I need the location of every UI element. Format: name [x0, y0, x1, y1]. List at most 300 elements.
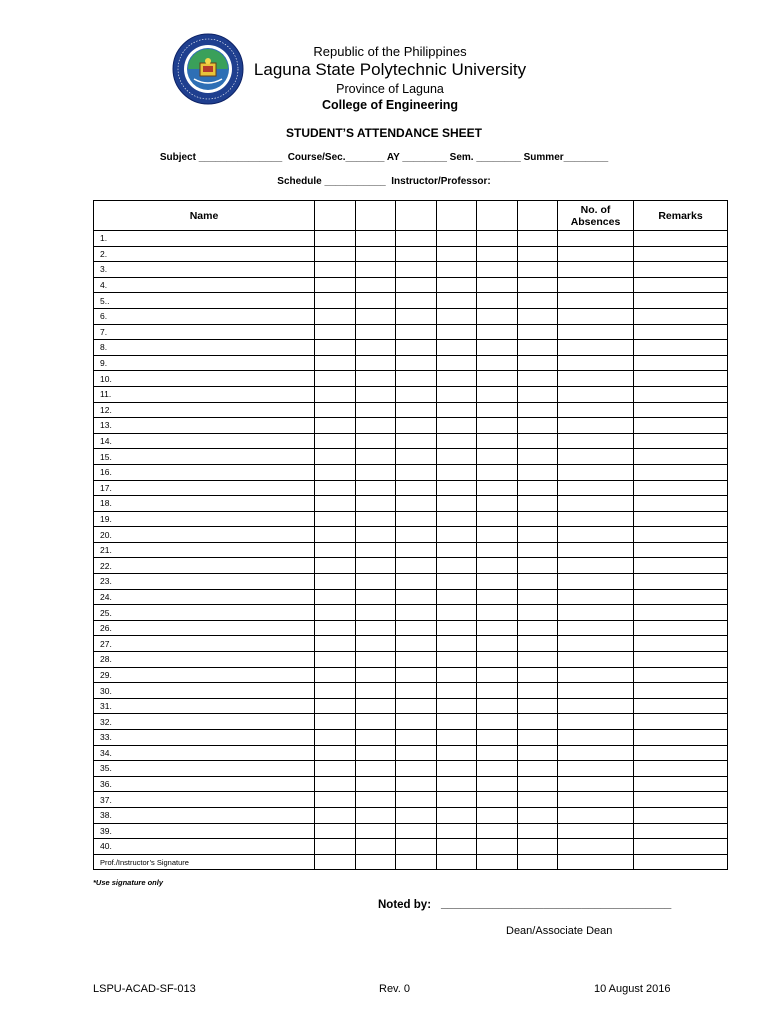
attendance-cell[interactable]	[396, 714, 437, 730]
attendance-cell[interactable]	[356, 246, 396, 262]
attendance-cell[interactable]	[477, 480, 518, 496]
remarks-cell[interactable]	[634, 823, 728, 839]
attendance-cell[interactable]	[315, 542, 356, 558]
attendance-cell[interactable]	[477, 854, 518, 870]
attendance-cell[interactable]	[356, 589, 396, 605]
attendance-cell[interactable]	[356, 262, 396, 278]
attendance-cell[interactable]	[437, 792, 477, 808]
attendance-cell[interactable]	[518, 449, 558, 465]
attendance-cell[interactable]	[396, 511, 437, 527]
attendance-cell[interactable]	[356, 433, 396, 449]
attendance-cell[interactable]	[396, 698, 437, 714]
attendance-cell[interactable]	[518, 558, 558, 574]
attendance-cell[interactable]	[396, 839, 437, 855]
attendance-cell[interactable]	[356, 355, 396, 371]
attendance-cell[interactable]	[315, 340, 356, 356]
attendance-cell[interactable]	[518, 324, 558, 340]
attendance-cell[interactable]	[437, 620, 477, 636]
attendance-cell[interactable]	[356, 402, 396, 418]
attendance-cell[interactable]	[477, 496, 518, 512]
remarks-cell[interactable]	[634, 542, 728, 558]
attendance-cell[interactable]	[356, 839, 396, 855]
attendance-cell[interactable]	[356, 807, 396, 823]
attendance-cell[interactable]	[518, 231, 558, 247]
attendance-cell[interactable]	[315, 386, 356, 402]
attendance-cell[interactable]	[518, 262, 558, 278]
attendance-cell[interactable]	[315, 308, 356, 324]
absences-cell[interactable]	[558, 620, 634, 636]
attendance-cell[interactable]	[437, 480, 477, 496]
attendance-cell[interactable]	[437, 402, 477, 418]
attendance-cell[interactable]	[477, 355, 518, 371]
attendance-cell[interactable]	[356, 480, 396, 496]
attendance-cell[interactable]	[477, 761, 518, 777]
attendance-cell[interactable]	[356, 293, 396, 309]
remarks-cell[interactable]	[634, 652, 728, 668]
attendance-cell[interactable]	[396, 854, 437, 870]
attendance-cell[interactable]	[356, 605, 396, 621]
attendance-cell[interactable]	[315, 652, 356, 668]
attendance-cell[interactable]	[356, 371, 396, 387]
remarks-cell[interactable]	[634, 714, 728, 730]
remarks-cell[interactable]	[634, 792, 728, 808]
attendance-cell[interactable]	[396, 683, 437, 699]
noted-by-signature-line[interactable]: ____________________________________	[441, 898, 672, 910]
remarks-cell[interactable]	[634, 574, 728, 590]
attendance-cell[interactable]	[315, 464, 356, 480]
remarks-cell[interactable]	[634, 231, 728, 247]
attendance-cell[interactable]	[518, 542, 558, 558]
remarks-cell[interactable]	[634, 730, 728, 746]
attendance-cell[interactable]	[437, 371, 477, 387]
attendance-cell[interactable]	[477, 652, 518, 668]
attendance-cell[interactable]	[477, 527, 518, 543]
attendance-cell[interactable]	[315, 527, 356, 543]
attendance-cell[interactable]	[356, 620, 396, 636]
remarks-cell[interactable]	[634, 386, 728, 402]
attendance-cell[interactable]	[518, 277, 558, 293]
attendance-cell[interactable]	[356, 464, 396, 480]
attendance-cell[interactable]	[477, 636, 518, 652]
attendance-cell[interactable]	[477, 418, 518, 434]
attendance-cell[interactable]	[477, 542, 518, 558]
attendance-cell[interactable]	[437, 324, 477, 340]
attendance-cell[interactable]	[518, 246, 558, 262]
absences-cell[interactable]	[558, 402, 634, 418]
absences-cell[interactable]	[558, 464, 634, 480]
attendance-cell[interactable]	[477, 745, 518, 761]
attendance-cell[interactable]	[477, 511, 518, 527]
attendance-cell[interactable]	[356, 761, 396, 777]
remarks-cell[interactable]	[634, 262, 728, 278]
attendance-cell[interactable]	[315, 402, 356, 418]
remarks-cell[interactable]	[634, 854, 728, 870]
attendance-cell[interactable]	[477, 293, 518, 309]
attendance-cell[interactable]	[396, 636, 437, 652]
attendance-cell[interactable]	[437, 496, 477, 512]
remarks-cell[interactable]	[634, 496, 728, 512]
attendance-cell[interactable]	[477, 402, 518, 418]
attendance-cell[interactable]	[315, 730, 356, 746]
attendance-cell[interactable]	[315, 246, 356, 262]
attendance-cell[interactable]	[437, 527, 477, 543]
attendance-cell[interactable]	[356, 854, 396, 870]
attendance-cell[interactable]	[518, 730, 558, 746]
attendance-cell[interactable]	[315, 792, 356, 808]
attendance-cell[interactable]	[356, 574, 396, 590]
attendance-cell[interactable]	[356, 340, 396, 356]
attendance-cell[interactable]	[315, 418, 356, 434]
remarks-cell[interactable]	[634, 324, 728, 340]
attendance-cell[interactable]	[396, 371, 437, 387]
attendance-cell[interactable]	[437, 652, 477, 668]
absences-cell[interactable]	[558, 745, 634, 761]
attendance-cell[interactable]	[396, 807, 437, 823]
absences-cell[interactable]	[558, 449, 634, 465]
attendance-cell[interactable]	[315, 714, 356, 730]
attendance-cell[interactable]	[437, 698, 477, 714]
attendance-cell[interactable]	[437, 730, 477, 746]
attendance-cell[interactable]	[315, 449, 356, 465]
attendance-cell[interactable]	[437, 667, 477, 683]
attendance-cell[interactable]	[315, 761, 356, 777]
attendance-cell[interactable]	[518, 480, 558, 496]
attendance-cell[interactable]	[518, 496, 558, 512]
attendance-cell[interactable]	[315, 324, 356, 340]
attendance-cell[interactable]	[315, 745, 356, 761]
attendance-cell[interactable]	[315, 854, 356, 870]
attendance-cell[interactable]	[518, 386, 558, 402]
attendance-cell[interactable]	[396, 589, 437, 605]
attendance-cell[interactable]	[437, 636, 477, 652]
attendance-cell[interactable]	[396, 293, 437, 309]
attendance-cell[interactable]	[518, 402, 558, 418]
attendance-cell[interactable]	[315, 496, 356, 512]
attendance-cell[interactable]	[477, 823, 518, 839]
attendance-cell[interactable]	[518, 854, 558, 870]
attendance-cell[interactable]	[477, 839, 518, 855]
remarks-cell[interactable]	[634, 402, 728, 418]
attendance-cell[interactable]	[437, 745, 477, 761]
remarks-cell[interactable]	[634, 839, 728, 855]
remarks-cell[interactable]	[634, 355, 728, 371]
absences-cell[interactable]	[558, 324, 634, 340]
attendance-cell[interactable]	[477, 807, 518, 823]
attendance-cell[interactable]	[477, 449, 518, 465]
attendance-cell[interactable]	[356, 386, 396, 402]
attendance-cell[interactable]	[396, 324, 437, 340]
attendance-cell[interactable]	[396, 527, 437, 543]
attendance-cell[interactable]	[518, 293, 558, 309]
attendance-cell[interactable]	[477, 246, 518, 262]
attendance-cell[interactable]	[518, 371, 558, 387]
attendance-cell[interactable]	[477, 667, 518, 683]
attendance-cell[interactable]	[396, 433, 437, 449]
attendance-cell[interactable]	[396, 761, 437, 777]
attendance-cell[interactable]	[518, 589, 558, 605]
attendance-cell[interactable]	[437, 558, 477, 574]
attendance-cell[interactable]	[437, 823, 477, 839]
attendance-cell[interactable]	[356, 730, 396, 746]
attendance-cell[interactable]	[356, 714, 396, 730]
attendance-cell[interactable]	[315, 511, 356, 527]
remarks-cell[interactable]	[634, 371, 728, 387]
attendance-cell[interactable]	[477, 277, 518, 293]
attendance-cell[interactable]	[437, 449, 477, 465]
attendance-cell[interactable]	[518, 807, 558, 823]
attendance-cell[interactable]	[477, 730, 518, 746]
attendance-cell[interactable]	[518, 761, 558, 777]
attendance-cell[interactable]	[315, 355, 356, 371]
absences-cell[interactable]	[558, 652, 634, 668]
attendance-cell[interactable]	[437, 277, 477, 293]
attendance-cell[interactable]	[315, 558, 356, 574]
attendance-cell[interactable]	[518, 511, 558, 527]
absences-cell[interactable]	[558, 558, 634, 574]
attendance-cell[interactable]	[356, 636, 396, 652]
attendance-cell[interactable]	[437, 683, 477, 699]
absences-cell[interactable]	[558, 231, 634, 247]
remarks-cell[interactable]	[634, 277, 728, 293]
remarks-cell[interactable]	[634, 807, 728, 823]
absences-cell[interactable]	[558, 511, 634, 527]
attendance-cell[interactable]	[518, 605, 558, 621]
attendance-cell[interactable]	[396, 246, 437, 262]
attendance-cell[interactable]	[315, 667, 356, 683]
attendance-cell[interactable]	[315, 807, 356, 823]
absences-cell[interactable]	[558, 386, 634, 402]
attendance-cell[interactable]	[518, 714, 558, 730]
attendance-cell[interactable]	[396, 355, 437, 371]
attendance-cell[interactable]	[356, 449, 396, 465]
attendance-cell[interactable]	[477, 262, 518, 278]
attendance-cell[interactable]	[477, 589, 518, 605]
absences-cell[interactable]	[558, 277, 634, 293]
absences-cell[interactable]	[558, 262, 634, 278]
attendance-cell[interactable]	[477, 776, 518, 792]
attendance-cell[interactable]	[315, 620, 356, 636]
attendance-cell[interactable]	[396, 340, 437, 356]
attendance-cell[interactable]	[356, 683, 396, 699]
attendance-cell[interactable]	[437, 340, 477, 356]
attendance-cell[interactable]	[315, 433, 356, 449]
attendance-cell[interactable]	[356, 527, 396, 543]
attendance-cell[interactable]	[315, 480, 356, 496]
attendance-cell[interactable]	[437, 761, 477, 777]
attendance-cell[interactable]	[477, 714, 518, 730]
attendance-cell[interactable]	[356, 745, 396, 761]
attendance-cell[interactable]	[437, 807, 477, 823]
attendance-cell[interactable]	[437, 308, 477, 324]
attendance-cell[interactable]	[356, 542, 396, 558]
remarks-cell[interactable]	[634, 605, 728, 621]
remarks-cell[interactable]	[634, 480, 728, 496]
attendance-cell[interactable]	[437, 574, 477, 590]
remarks-cell[interactable]	[634, 698, 728, 714]
remarks-cell[interactable]	[634, 449, 728, 465]
attendance-cell[interactable]	[437, 262, 477, 278]
attendance-cell[interactable]	[396, 542, 437, 558]
attendance-cell[interactable]	[437, 355, 477, 371]
attendance-cell[interactable]	[356, 698, 396, 714]
attendance-cell[interactable]	[356, 776, 396, 792]
attendance-cell[interactable]	[396, 667, 437, 683]
absences-cell[interactable]	[558, 854, 634, 870]
attendance-cell[interactable]	[437, 418, 477, 434]
attendance-cell[interactable]	[356, 652, 396, 668]
attendance-cell[interactable]	[437, 839, 477, 855]
attendance-cell[interactable]	[518, 776, 558, 792]
attendance-cell[interactable]	[518, 636, 558, 652]
attendance-cell[interactable]	[356, 667, 396, 683]
attendance-cell[interactable]	[356, 558, 396, 574]
attendance-cell[interactable]	[477, 340, 518, 356]
remarks-cell[interactable]	[634, 433, 728, 449]
attendance-cell[interactable]	[518, 433, 558, 449]
attendance-cell[interactable]	[518, 652, 558, 668]
absences-cell[interactable]	[558, 308, 634, 324]
attendance-cell[interactable]	[396, 558, 437, 574]
attendance-cell[interactable]	[396, 776, 437, 792]
remarks-cell[interactable]	[634, 683, 728, 699]
attendance-cell[interactable]	[396, 652, 437, 668]
absences-cell[interactable]	[558, 418, 634, 434]
attendance-cell[interactable]	[356, 823, 396, 839]
remarks-cell[interactable]	[634, 293, 728, 309]
attendance-cell[interactable]	[396, 262, 437, 278]
attendance-cell[interactable]	[356, 231, 396, 247]
attendance-cell[interactable]	[396, 605, 437, 621]
attendance-cell[interactable]	[518, 698, 558, 714]
attendance-cell[interactable]	[356, 792, 396, 808]
absences-cell[interactable]	[558, 776, 634, 792]
absences-cell[interactable]	[558, 792, 634, 808]
attendance-cell[interactable]	[315, 589, 356, 605]
attendance-cell[interactable]	[437, 293, 477, 309]
absences-cell[interactable]	[558, 542, 634, 558]
attendance-cell[interactable]	[518, 527, 558, 543]
attendance-cell[interactable]	[437, 854, 477, 870]
remarks-cell[interactable]	[634, 418, 728, 434]
remarks-cell[interactable]	[634, 776, 728, 792]
attendance-cell[interactable]	[437, 511, 477, 527]
attendance-cell[interactable]	[396, 496, 437, 512]
attendance-cell[interactable]	[396, 620, 437, 636]
attendance-cell[interactable]	[477, 574, 518, 590]
attendance-cell[interactable]	[477, 792, 518, 808]
absences-cell[interactable]	[558, 340, 634, 356]
attendance-cell[interactable]	[437, 231, 477, 247]
remarks-cell[interactable]	[634, 745, 728, 761]
attendance-cell[interactable]	[518, 308, 558, 324]
attendance-cell[interactable]	[477, 433, 518, 449]
attendance-cell[interactable]	[315, 776, 356, 792]
attendance-cell[interactable]	[518, 792, 558, 808]
attendance-cell[interactable]	[315, 262, 356, 278]
attendance-cell[interactable]	[477, 558, 518, 574]
remarks-cell[interactable]	[634, 340, 728, 356]
remarks-cell[interactable]	[634, 511, 728, 527]
attendance-cell[interactable]	[396, 449, 437, 465]
attendance-cell[interactable]	[518, 418, 558, 434]
attendance-cell[interactable]	[396, 231, 437, 247]
attendance-cell[interactable]	[396, 480, 437, 496]
attendance-cell[interactable]	[518, 340, 558, 356]
attendance-cell[interactable]	[518, 464, 558, 480]
absences-cell[interactable]	[558, 605, 634, 621]
attendance-cell[interactable]	[396, 402, 437, 418]
attendance-cell[interactable]	[396, 745, 437, 761]
attendance-cell[interactable]	[477, 386, 518, 402]
absences-cell[interactable]	[558, 246, 634, 262]
attendance-cell[interactable]	[315, 823, 356, 839]
attendance-cell[interactable]	[315, 636, 356, 652]
absences-cell[interactable]	[558, 433, 634, 449]
attendance-cell[interactable]	[356, 511, 396, 527]
absences-cell[interactable]	[558, 355, 634, 371]
attendance-cell[interactable]	[315, 605, 356, 621]
attendance-cell[interactable]	[437, 714, 477, 730]
attendance-cell[interactable]	[315, 231, 356, 247]
remarks-cell[interactable]	[634, 464, 728, 480]
attendance-cell[interactable]	[437, 433, 477, 449]
absences-cell[interactable]	[558, 683, 634, 699]
attendance-cell[interactable]	[396, 308, 437, 324]
attendance-cell[interactable]	[437, 386, 477, 402]
attendance-cell[interactable]	[477, 620, 518, 636]
attendance-cell[interactable]	[518, 683, 558, 699]
absences-cell[interactable]	[558, 527, 634, 543]
absences-cell[interactable]	[558, 823, 634, 839]
remarks-cell[interactable]	[634, 636, 728, 652]
attendance-cell[interactable]	[396, 418, 437, 434]
attendance-cell[interactable]	[477, 698, 518, 714]
attendance-cell[interactable]	[356, 496, 396, 512]
attendance-cell[interactable]	[518, 839, 558, 855]
attendance-cell[interactable]	[356, 418, 396, 434]
attendance-cell[interactable]	[396, 277, 437, 293]
absences-cell[interactable]	[558, 293, 634, 309]
absences-cell[interactable]	[558, 714, 634, 730]
attendance-cell[interactable]	[315, 293, 356, 309]
absences-cell[interactable]	[558, 636, 634, 652]
remarks-cell[interactable]	[634, 620, 728, 636]
attendance-cell[interactable]	[396, 823, 437, 839]
absences-cell[interactable]	[558, 807, 634, 823]
absences-cell[interactable]	[558, 698, 634, 714]
attendance-cell[interactable]	[356, 277, 396, 293]
attendance-cell[interactable]	[477, 308, 518, 324]
absences-cell[interactable]	[558, 839, 634, 855]
attendance-cell[interactable]	[315, 277, 356, 293]
remarks-cell[interactable]	[634, 667, 728, 683]
attendance-cell[interactable]	[315, 371, 356, 387]
absences-cell[interactable]	[558, 730, 634, 746]
attendance-cell[interactable]	[518, 620, 558, 636]
absences-cell[interactable]	[558, 667, 634, 683]
attendance-cell[interactable]	[396, 730, 437, 746]
attendance-cell[interactable]	[477, 464, 518, 480]
attendance-cell[interactable]	[437, 246, 477, 262]
attendance-cell[interactable]	[315, 683, 356, 699]
attendance-cell[interactable]	[437, 542, 477, 558]
attendance-cell[interactable]	[437, 605, 477, 621]
absences-cell[interactable]	[558, 589, 634, 605]
attendance-cell[interactable]	[518, 745, 558, 761]
attendance-cell[interactable]	[315, 574, 356, 590]
remarks-cell[interactable]	[634, 246, 728, 262]
attendance-cell[interactable]	[477, 324, 518, 340]
